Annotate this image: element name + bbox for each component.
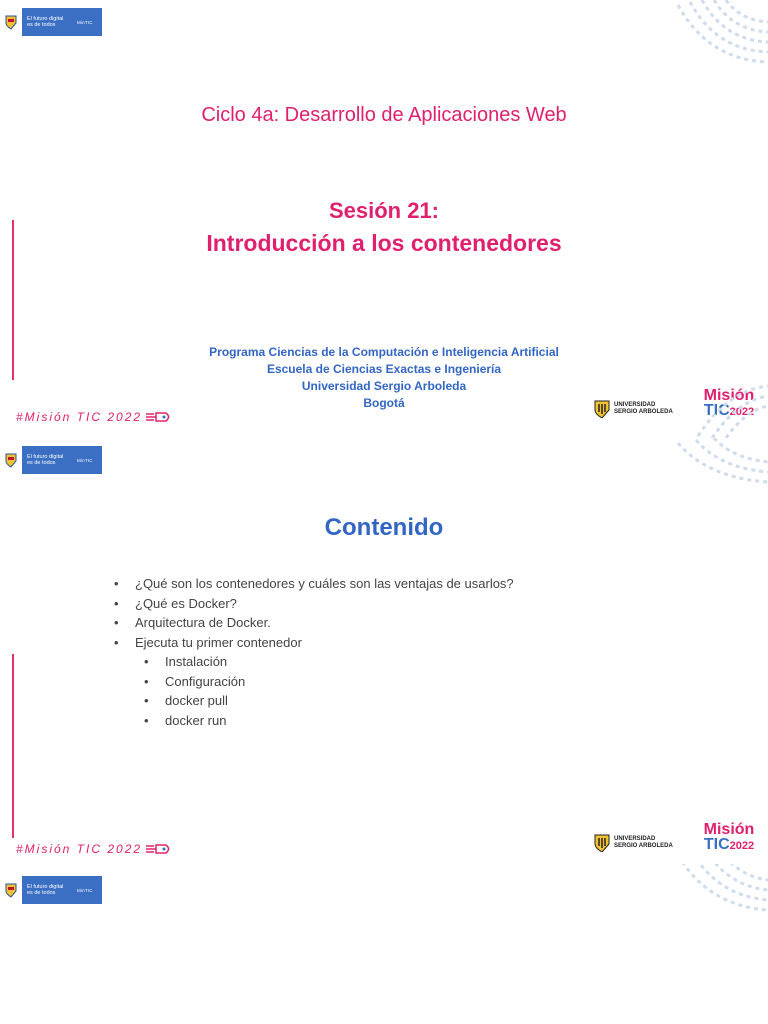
contents-list — [112, 574, 514, 730]
gov-line1: El futuro digital — [27, 454, 64, 460]
university-shield-icon — [594, 834, 610, 852]
university-logo — [594, 400, 673, 418]
hashtag — [16, 410, 172, 424]
list-item: • Ejecuta tu primer contenedor — [112, 633, 514, 653]
university-name: Universidad Sergio Arboleda — [301, 379, 467, 393]
hashtag-text: #Misión TIC 2022 — [16, 842, 143, 856]
list-item: • Arquitectura de Docker. — [112, 613, 514, 633]
mision-logo-top: Misión — [703, 821, 755, 838]
contents-title: Contenido — [324, 514, 444, 541]
wave-decoration-icon — [668, 380, 768, 438]
rocket-icon — [146, 412, 172, 422]
hashtag — [16, 842, 172, 856]
mision-logo-year: 2022 — [729, 840, 755, 852]
gov-logo — [0, 446, 102, 474]
university-logo-line1: UNIVERSIDAD — [614, 402, 656, 408]
wave-decoration-icon — [668, 0, 768, 70]
program-name: Programa Ciencias de la Computación e Inteligencia Artificial — [209, 345, 559, 359]
gov-agency: MinTIC — [77, 887, 93, 893]
gov-line2: es de todos — [27, 460, 56, 466]
wave-decoration-icon — [668, 864, 768, 916]
hashtag-text: #Misión TIC 2022 — [16, 410, 143, 424]
course-title: Ciclo 4a: Desarrollo de Aplicaciones Web — [201, 104, 567, 126]
list-subitem: • docker pull — [142, 691, 514, 711]
gov-logo — [0, 876, 102, 904]
gov-agency: MinTIC — [77, 19, 93, 25]
mision-logo-top: Misión — [703, 387, 755, 404]
university-logo-line1: UNIVERSIDAD — [614, 836, 656, 842]
gov-line1: El futuro digital — [27, 884, 64, 890]
mision-logo-year: 2022 — [729, 406, 755, 418]
colombia-shield-icon — [0, 8, 22, 36]
gov-line1: El futuro digital — [27, 16, 64, 22]
university-logo-line2: SERGIO ARBOLEDA — [614, 409, 673, 415]
side-accent-bar — [12, 654, 14, 838]
slide-title — [0, 0, 768, 438]
school-name: Escuela de Ciencias Exactas e Ingeniería — [266, 362, 502, 376]
wave-decoration-icon — [668, 438, 768, 488]
university-logo — [594, 834, 673, 852]
slide-contents — [0, 438, 768, 864]
gov-logo — [0, 8, 102, 36]
colombia-shield-icon — [0, 876, 22, 904]
slide-next — [0, 864, 768, 1024]
list-subitem: • docker run — [142, 711, 514, 731]
mision-logo-tic: TIC — [703, 402, 730, 419]
gov-line2: es de todos — [27, 890, 56, 896]
mision-logo-tic: TIC — [703, 836, 730, 853]
university-shield-icon — [594, 400, 610, 418]
session-number: Sesión 21: — [328, 198, 440, 223]
city-name: Bogotá — [363, 396, 405, 410]
list-item: • ¿Qué son los contenedores y cuáles son las ventajas de usarlos? — [112, 574, 514, 594]
session-topic: Introducción a los contenedores — [206, 230, 562, 256]
list-subitem: • Configuración — [142, 672, 514, 692]
gov-agency: MinTIC — [77, 457, 93, 463]
mision-tic-logo — [696, 822, 762, 854]
list-item: • ¿Qué es Docker? — [112, 594, 514, 614]
colombia-shield-icon — [0, 446, 22, 474]
gov-line2: es de todos — [27, 22, 56, 28]
university-logo-line2: SERGIO ARBOLEDA — [614, 843, 673, 849]
list-subitem: • Instalación — [142, 652, 514, 672]
rocket-icon — [146, 844, 172, 854]
